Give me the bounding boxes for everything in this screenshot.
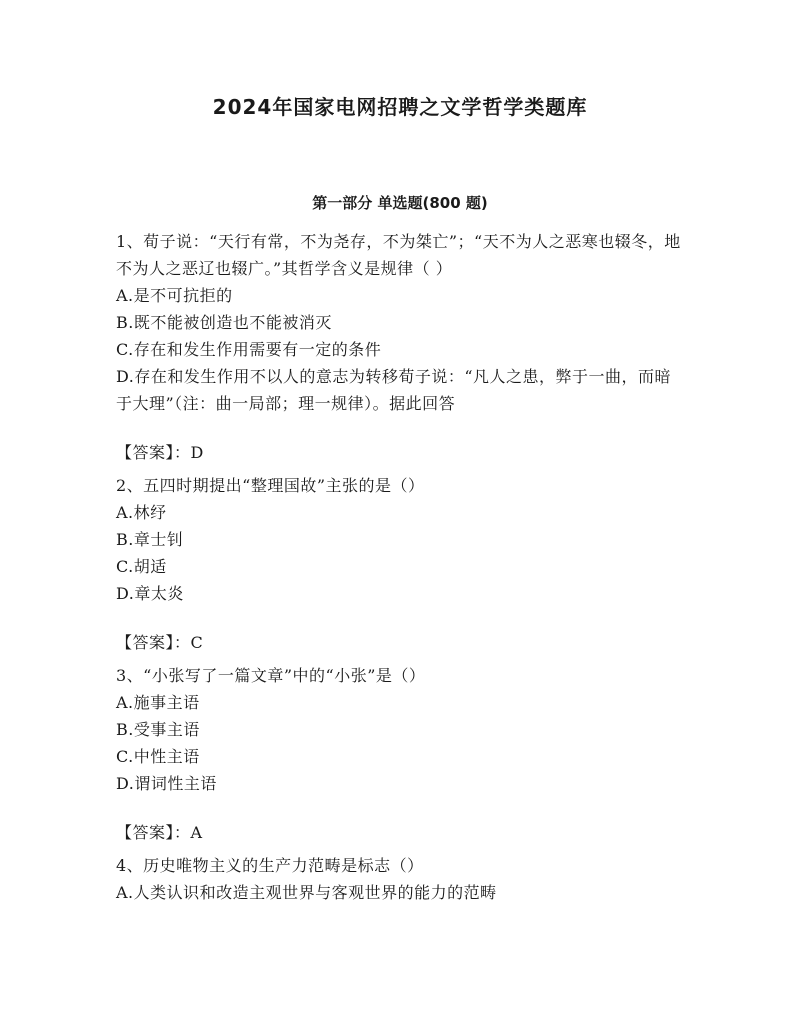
question-stem: 2、五四时期提出“整理国故”主张的是（） <box>116 476 425 495</box>
question-stem: 4、历史唯物主义的生产力范畴是标志（） <box>116 856 424 875</box>
question-stem: 1、荀子说：“天行有常，不为尧存，不为桀亡”；“天不为人之恶寒也辍冬，地不为人之恶辽也辍广。”其哲学含义是规律（ ） <box>116 232 681 278</box>
question-1 <box>116 228 684 466</box>
question-4 <box>116 852 684 906</box>
option-d: D.章太炎 <box>116 584 184 603</box>
question-3 <box>116 662 684 846</box>
option-b: B.章士钊 <box>116 530 184 549</box>
answer-value: D <box>190 443 204 462</box>
answer-line <box>116 629 684 656</box>
question-2 <box>116 472 684 656</box>
option-a: A.是不可抗拒的 <box>116 286 233 305</box>
option-c: C.存在和发生作用需要有一定的条件 <box>116 340 382 359</box>
document-title: 2024年国家电网招聘之文学哲学类题库 <box>212 95 588 119</box>
answer-label: 【答案】： <box>116 633 191 652</box>
answer-value: C <box>190 633 204 652</box>
option-b: B.既不能被创造也不能被消灭 <box>116 313 332 332</box>
answer-label: 【答案】： <box>116 443 191 462</box>
answer-label: 【答案】： <box>116 823 191 842</box>
answer-line <box>116 439 684 466</box>
option-b: B.受事主语 <box>116 720 200 739</box>
option-a: A.林纾 <box>116 503 167 522</box>
section-title: 第一部分 单选题(800 题) <box>312 194 488 212</box>
option-d: D.存在和发生作用不以人的意志为转移荀子说：“凡人之患，弊于一曲，而暗于大理”（注：曲一局部；理一规律）。据此回答 <box>116 367 672 413</box>
option-c: C.胡适 <box>116 557 167 576</box>
option-a: A.人类认识和改造主观世界与客观世界的能力的范畴 <box>116 883 497 902</box>
option-d: D.谓词性主语 <box>116 774 217 793</box>
option-a: A.施事主语 <box>116 693 200 712</box>
answer-line <box>116 819 684 846</box>
option-c: C.中性主语 <box>116 747 200 766</box>
answer-value: A <box>190 823 203 842</box>
question-stem: 3、“小张写了一篇文章”中的“小张”是（） <box>116 666 426 685</box>
